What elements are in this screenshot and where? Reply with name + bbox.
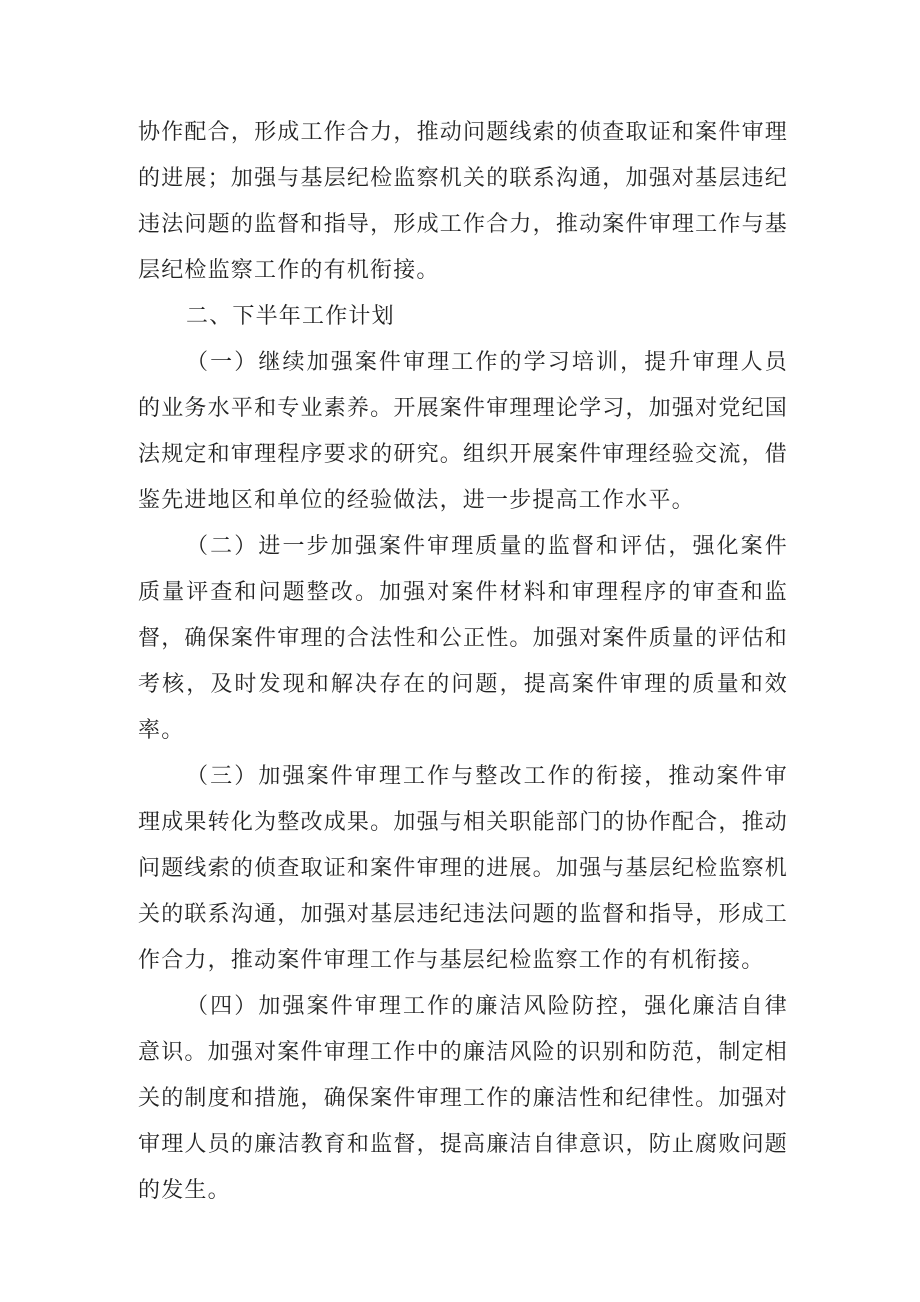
section-heading-second-half-plan: 二、下半年工作计划 xyxy=(186,304,395,329)
paragraph-item-4: （四）加强案件审理工作的廉洁风险防控，强化廉洁自律意识。加强对案件审理工作中的廉洁风险的识别和防范，制定相关的制度和措施，确保案件审理工作的廉洁性和纪律性。加强对审理人员的廉洁教育和监督，提高廉洁自律意识，防止腐败问题的发生。 xyxy=(138,994,788,1203)
document-body xyxy=(138,110,788,1214)
paragraph-item-1: （一）继续加强案件审理工作的学习培训，提升审理人员的业务水平和专业素养。开展案件审理理论学习，加强对党纪国法规定和审理程序要求的研究。组织开展案件审理经验交流，借鉴先进地区和单位的经验做法，进一步提高工作水平。 xyxy=(138,350,788,513)
paragraph-continuation: 协作配合，形成工作合力，推动问题线索的侦查取证和案件审理的进展；加强与基层纪检监察机关的联系沟通，加强对基层违纪违法问题的监督和指导，形成工作合力，推动案件审理工作与基层纪检监察工作的有机衔接。 xyxy=(138,120,788,283)
paragraph-item-2: （二）进一步加强案件审理质量的监督和评估，强化案件质量评查和问题整改。加强对案件材料和审理程序的审查和监督，确保案件审理的合法性和公正性。加强对案件质量的评估和考核，及时发现和解决存在的问题，提高案件审理的质量和效率。 xyxy=(138,534,788,743)
paragraph-item-3: （三）加强案件审理工作与整改工作的衔接，推动案件审理成果转化为整改成果。加强与相关职能部门的协作配合，推动问题线索的侦查取证和案件审理的进展。加强与基层纪检监察机关的联系沟通，加强对基层违纪违法问题的监督和指导，形成工作合力，推动案件审理工作与基层纪检监察工作的有机衔接。 xyxy=(138,764,788,973)
